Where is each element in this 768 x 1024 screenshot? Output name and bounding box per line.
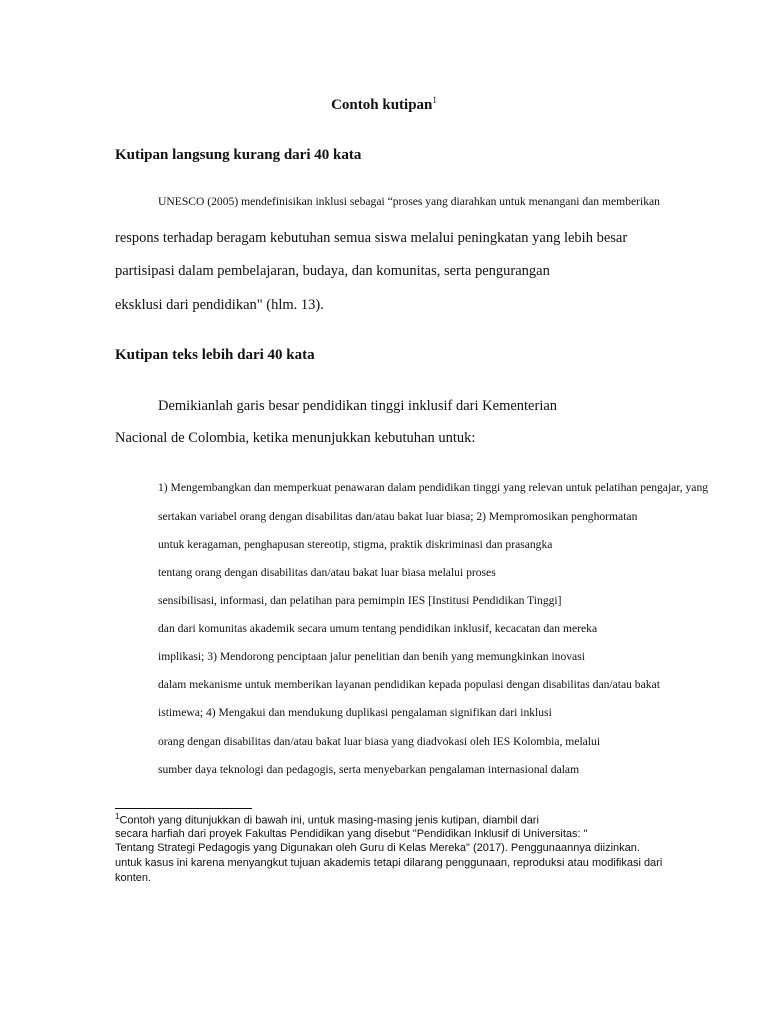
block-quote-line: orang dengan disabilitas dan/atau bakat luar biasa yang diadvokasi oleh IES Kolombia, melalui [158, 735, 601, 748]
footnote-marker: 1 [115, 812, 120, 821]
section2-intro-line: Demikianlah garis besar pendidikan tinggi inklusif dari Kementerian [158, 398, 558, 414]
section-heading-long-quote: Kutipan teks lebih dari 40 kata [115, 347, 315, 363]
block-quote-line: dalam mekanisme untuk memberikan layanan pendidikan kepada populasi dengan disabilitas dan/atau bakat [158, 678, 660, 691]
page-title-text: Contoh kutipan [331, 97, 433, 113]
footnote-line-text: Contoh yang ditunjukkan di bawah ini, untuk masing-masing jenis kutipan, diambil dari [119, 814, 539, 827]
block-quote-line: sertakan variabel orang dengan disabilitas dan/atau bakat luar biasa; 2) Mempromosikan penghormatan [158, 510, 638, 523]
footnote-line: konten. [115, 872, 152, 884]
page-title [0, 95, 768, 114]
block-quote-line: sensibilisasi, informasi, dan pelatihan para pemimpin IES [Institusi Pendidikan Tinggi] [158, 594, 562, 607]
block-quote-line: tentang orang dengan disabilitas dan/atau bakat luar biasa melalui proses [158, 566, 496, 579]
block-quote-line: istimewa; 4) Mengakui dan mendukung duplikasi pengalaman signifikan dari inklusi [158, 706, 552, 719]
section1-line: eksklusi dari pendidikan" (hlm. 13). [115, 297, 324, 313]
section2-intro-line: Nacional de Colombia, ketika menunjukkan kebutuhan untuk: [115, 430, 476, 446]
section1-line: respons terhadap beragam kebutuhan semua siswa melalui peningkatan yang lebih besar [115, 230, 628, 246]
footnote-line: Tentang Strategi Pedagogis yang Digunakan oleh Guru di Kelas Mereka" (2017). Penggunaannya diizinkan. [115, 842, 640, 854]
section-heading-short-quote: Kutipan langsung kurang dari 40 kata [115, 147, 362, 163]
title-footnote-marker: 1 [432, 95, 437, 105]
footnote-line: untuk kasus ini karena menyangkut tujuan akademis tetapi dilarang penggunaan, reproduksi atau modifikasi dari [115, 857, 663, 869]
footnote-line [115, 812, 539, 827]
block-quote-line: dan dari komunitas akademik secara umum tentang pendidikan inklusif, kecacatan dan mereka [158, 622, 598, 635]
block-quote-line: implikasi; 3) Mendorong penciptaan jalur penelitian dan benih yang memungkinkan inovasi [158, 650, 585, 663]
footnote-separator [115, 808, 252, 809]
section1-intro-line: UNESCO (2005) mendefinisikan inklusi sebagai “proses yang diarahkan untuk menangani dan memberikan [158, 195, 660, 208]
block-quote-line: untuk keragaman, penghapusan stereotip, stigma, praktik diskriminasi dan prasangka [158, 538, 553, 551]
block-quote-line: sumber daya teknologi dan pedagogis, serta menyebarkan pengalaman internasional dalam [158, 763, 580, 776]
block-quote-line: 1) Mengembangkan dan memperkuat penawaran dalam pendidikan tinggi yang relevan untuk pelatihan pengajar, yang [158, 481, 709, 494]
footnote-line: secara harfiah dari proyek Fakultas Pendidikan yang disebut "Pendidikan Inklusif di Universitas: " [115, 828, 588, 840]
section1-line: partisipasi dalam pembelajaran, budaya, dan komunitas, serta pengurangan [115, 263, 550, 279]
